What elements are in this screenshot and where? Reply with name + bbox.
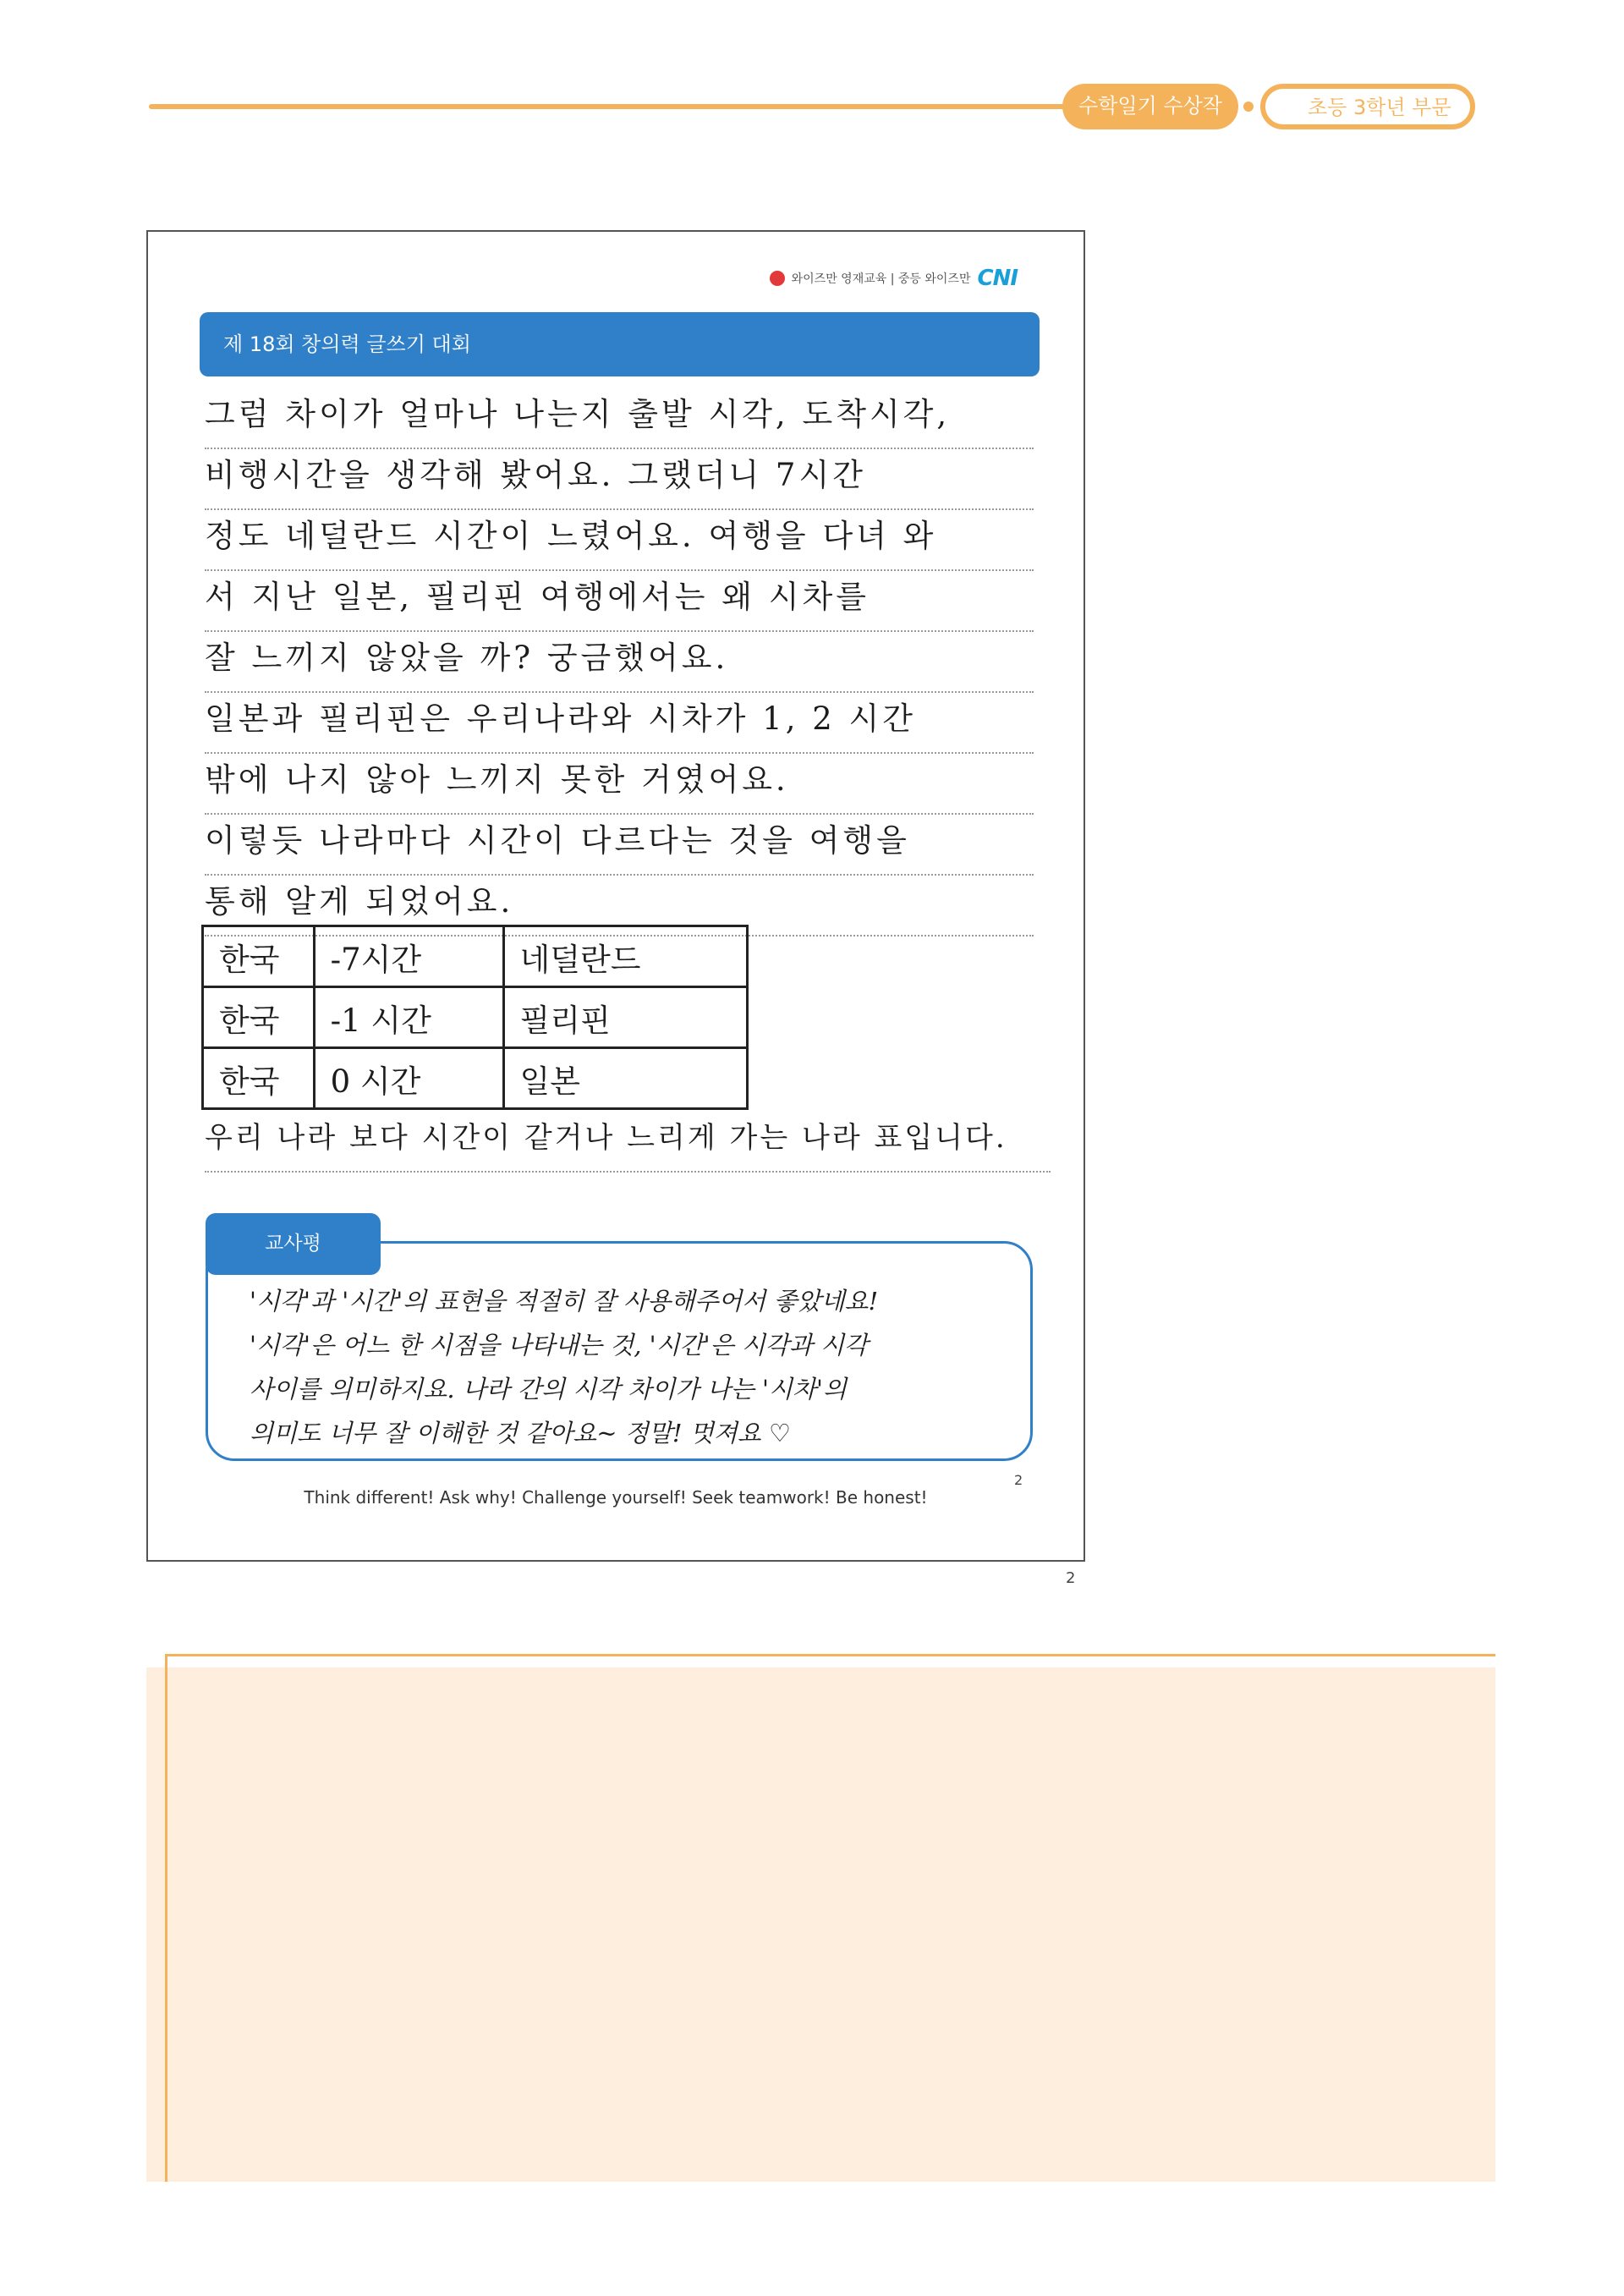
category-tag: 수학일기 수상작 [1062, 84, 1238, 129]
time-difference-table [201, 925, 749, 1110]
essay-line: 일본과 필리핀은 우리나라와 시차가 1, 2 시간 [205, 693, 1034, 754]
table-row [203, 987, 748, 1048]
footer-motto: Think different! Ask why! Challenge yourself! Seek teamwork! Be honest! [304, 1487, 928, 1508]
essay-line: 잘 느끼지 않았을 까? 궁금했어요. [205, 632, 1034, 693]
essay-body [205, 388, 1034, 937]
teacher-comment-text [250, 1279, 1011, 1455]
panel-top-border [165, 1654, 1495, 1656]
table-cell: -1 시간 [314, 987, 503, 1048]
table-cell: 네덜란드 [503, 926, 748, 987]
table-cell: 한국 [203, 1048, 315, 1109]
scanned-essay-page [146, 230, 1085, 1562]
table-row [203, 1048, 748, 1109]
essay-line: 그럼 차이가 얼마나 나는지 출발 시각, 도착시각, [205, 388, 1034, 449]
essay-line: 이렇듯 나라마다 시간이 다르다는 것을 여행을 [205, 815, 1034, 876]
organizer-logo [770, 266, 1018, 291]
comment-line: '시각'과 '시간'의 표현을 적절히 잘 사용해주어서 좋았네요! [250, 1287, 879, 1316]
table-cell: 한국 [203, 987, 315, 1048]
essay-line: 서 지난 일본, 필리핀 여행에서는 왜 시차를 [205, 571, 1034, 632]
essay-line: 밖에 나지 않아 느끼지 못한 거였어요. [205, 754, 1034, 815]
blank-note-panel [146, 1667, 1495, 2182]
panel-left-border [165, 1654, 167, 2182]
table-cell: 일본 [503, 1048, 748, 1109]
table-cell: 필리핀 [503, 987, 748, 1048]
table-row [203, 926, 748, 987]
table-cell: 0 시간 [314, 1048, 503, 1109]
organizer-name: 와이즈만 영재교육 | 중등 와이즈만 [791, 272, 971, 286]
essay-line: 정도 네덜란드 시간이 느렸어요. 여행을 다녀 와 [205, 510, 1034, 571]
header-rule [149, 104, 1079, 109]
essay-closing-line: 우리 나라 보다 시간이 같거나 느리게 가는 나라 표입니다. [205, 1112, 1051, 1173]
inner-page-number: 2 [1014, 1472, 1023, 1488]
page-number: 2 [1066, 1569, 1076, 1587]
table-cell: -7시간 [314, 926, 503, 987]
comment-line: 사이를 의미하지요. 나라 간의 시각 차이가 나는 '시차'의 [250, 1375, 847, 1403]
flower-logo-icon [770, 271, 785, 286]
essay-line: 통해 알게 되었어요. [205, 876, 1034, 937]
teacher-comment-label: 교사평 [206, 1213, 381, 1275]
comment-line: '시각'은 어느 한 시점을 나타내는 것, '시간'은 시각과 시각 [250, 1331, 869, 1359]
comment-line: 의미도 너무 잘 이해한 것 같아요~ 정말! 멋져요 ♡ [250, 1419, 791, 1447]
contest-title: 제 18회 창의력 글쓰기 대회 [200, 312, 1040, 376]
essay-line: 비행시간을 생각해 봤어요. 그랬더니 7시간 [205, 449, 1034, 510]
grade-tag: 초등 3학년 부문 [1260, 84, 1475, 129]
tag-separator-dot [1243, 102, 1254, 112]
table-cell: 한국 [203, 926, 315, 987]
cni-logo: CNI [977, 266, 1018, 291]
